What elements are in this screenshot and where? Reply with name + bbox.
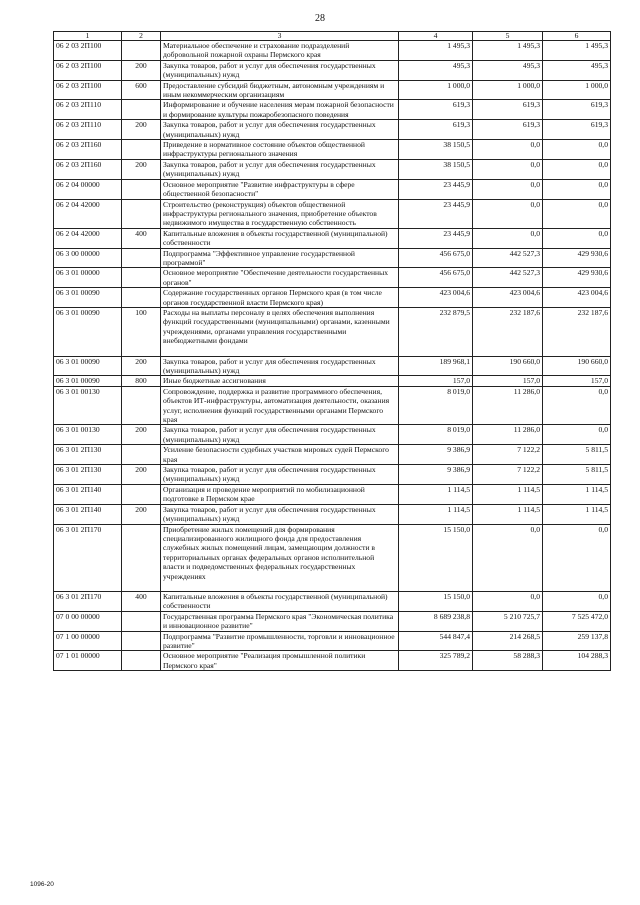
cell-value-1: 23 445,9: [399, 228, 473, 248]
cell-expense-type: 800: [122, 376, 161, 386]
table-row: [54, 120, 611, 140]
cell-expense-type: 400: [122, 228, 161, 248]
cell-value-2: 7 122,2: [473, 445, 543, 465]
table-row: [54, 80, 611, 100]
cell-value-1: 1 000,0: [399, 80, 473, 100]
cell-expense-type: 200: [122, 465, 161, 485]
cell-value-3: 1 114,5: [543, 504, 611, 524]
cell-target-code: 06 2 03 2П160: [54, 140, 122, 160]
cell-target-code: 06 3 01 2П140: [54, 504, 122, 524]
cell-value-3: 104 288,3: [543, 651, 611, 671]
cell-value-2: 0,0: [473, 159, 543, 179]
column-header-value-3: 6: [543, 32, 611, 41]
cell-target-code: 06 3 01 2П130: [54, 465, 122, 485]
cell-value-3: 495,3: [543, 60, 611, 80]
cell-name: Материальное обеспечение и страхование подразделений добровольной пожарной охраны Пермского края: [161, 41, 399, 61]
cell-value-3: 619,3: [543, 120, 611, 140]
cell-value-2: 423 004,6: [473, 288, 543, 308]
cell-value-2: 1 114,5: [473, 484, 543, 504]
cell-expense-type: [122, 611, 161, 631]
cell-expense-type: 200: [122, 356, 161, 376]
cell-target-code: 06 2 04 00000: [54, 179, 122, 199]
cell-expense-type: [122, 268, 161, 288]
cell-name: Усиление безопасности судебных участков мировых судей Пермского края: [161, 445, 399, 465]
table-row: [54, 484, 611, 504]
cell-target-code: 06 3 01 00090: [54, 307, 122, 356]
table-row: [54, 445, 611, 465]
cell-value-2: 442 527,3: [473, 248, 543, 268]
cell-value-1: 38 150,5: [399, 140, 473, 160]
cell-value-2: 11 286,0: [473, 425, 543, 445]
cell-value-3: 0,0: [543, 179, 611, 199]
cell-target-code: 06 3 01 00090: [54, 356, 122, 376]
cell-name: Закупка товаров, работ и услуг для обеспечения государственных (муниципальных) нужд: [161, 159, 399, 179]
cell-value-2: 11 286,0: [473, 386, 543, 425]
table-row: [54, 288, 611, 308]
cell-value-1: 189 968,1: [399, 356, 473, 376]
cell-expense-type: [122, 386, 161, 425]
cell-name: Подпрограмма "Эффективное управление государственной программой": [161, 248, 399, 268]
cell-value-2: 0,0: [473, 228, 543, 248]
cell-value-3: 232 187,6: [543, 307, 611, 356]
cell-value-2: 7 122,2: [473, 465, 543, 485]
cell-value-1: 157,0: [399, 376, 473, 386]
cell-target-code: 06 2 03 2П100: [54, 60, 122, 80]
cell-name: Закупка товаров, работ и услуг для обеспечения государственных (муниципальных) нужд: [161, 425, 399, 445]
cell-target-code: 07 1 01 00000: [54, 651, 122, 671]
cell-value-1: 619,3: [399, 120, 473, 140]
cell-value-2: 495,3: [473, 60, 543, 80]
cell-value-2: 190 660,0: [473, 356, 543, 376]
cell-target-code: 06 2 04 42000: [54, 199, 122, 228]
cell-name: Организация и проведение мероприятий по мобилизационной подготовке в Пермском крае: [161, 484, 399, 504]
cell-target-code: 06 3 01 00000: [54, 268, 122, 288]
cell-value-2: 442 527,3: [473, 268, 543, 288]
table-row: [54, 179, 611, 199]
cell-expense-type: [122, 631, 161, 651]
cell-target-code: 06 3 01 00090: [54, 376, 122, 386]
cell-expense-type: [122, 248, 161, 268]
table-row: [54, 425, 611, 445]
cell-value-2: 1 000,0: [473, 80, 543, 100]
table-row: [54, 268, 611, 288]
table-row: [54, 41, 611, 61]
cell-value-1: 15 150,0: [399, 524, 473, 591]
cell-value-2: 619,3: [473, 120, 543, 140]
column-header-type: 2: [122, 32, 161, 41]
table-row: [54, 524, 611, 591]
cell-value-2: 0,0: [473, 199, 543, 228]
cell-value-3: 423 004,6: [543, 288, 611, 308]
cell-value-3: 0,0: [543, 591, 611, 611]
table-row: [54, 60, 611, 80]
cell-value-2: 58 288,3: [473, 651, 543, 671]
cell-expense-type: [122, 41, 161, 61]
cell-value-1: 495,3: [399, 60, 473, 80]
cell-name: Расходы на выплаты персоналу в целях обеспечения выполнения функций государственными (муниципальными) органами, казенными учреждениями, органами управления государственными внебюджетными фондами: [161, 307, 399, 356]
cell-expense-type: [122, 651, 161, 671]
table-row: [54, 100, 611, 120]
cell-name: Строительство (реконструкция) объектов общественной инфраструктуры регионального значения, приобретение объектов недвижимого имущества в государственную собственность: [161, 199, 399, 228]
cell-expense-type: 200: [122, 159, 161, 179]
cell-name: Капитальные вложения в объекты государственной (муниципальной) собственности: [161, 228, 399, 248]
cell-value-2: 0,0: [473, 591, 543, 611]
cell-value-1: 8 019,0: [399, 425, 473, 445]
cell-expense-type: 200: [122, 60, 161, 80]
cell-name: Сопровождение, поддержка и развитие программного обеспечения, объектов ИТ-инфраструктуры, автоматизация деятельности, оказания услуг, исполнения функций государственными органами Пермского края: [161, 386, 399, 425]
table-row: [54, 386, 611, 425]
cell-value-1: 325 789,2: [399, 651, 473, 671]
cell-target-code: 06 3 00 00000: [54, 248, 122, 268]
cell-target-code: 06 2 03 2П110: [54, 120, 122, 140]
table-row: [54, 199, 611, 228]
cell-target-code: 06 2 03 2П100: [54, 41, 122, 61]
column-header-code: 1: [54, 32, 122, 41]
cell-value-3: 1 495,3: [543, 41, 611, 61]
cell-value-2: 0,0: [473, 179, 543, 199]
cell-expense-type: 200: [122, 120, 161, 140]
cell-name: Основное мероприятие "Реализация промышленной политики Пермского края": [161, 651, 399, 671]
cell-name: Приобретение жилых помещений для формирования специализированного жилищного фонда для предоставления служебных жилых помещений лицам, замещающим должности в территориальных органах федеральных органов исполнительной власти и подведомственных федеральных государственных учреждениях: [161, 524, 399, 591]
cell-value-3: 1 000,0: [543, 80, 611, 100]
cell-value-1: 15 150,0: [399, 591, 473, 611]
cell-value-1: 8 689 238,8: [399, 611, 473, 631]
cell-value-3: 429 930,6: [543, 268, 611, 288]
column-header-value-2: 5: [473, 32, 543, 41]
cell-value-1: 423 004,6: [399, 288, 473, 308]
cell-value-1: 9 386,9: [399, 465, 473, 485]
cell-target-code: 06 3 01 2П170: [54, 524, 122, 591]
table-row: [54, 651, 611, 671]
cell-value-1: 232 879,5: [399, 307, 473, 356]
cell-name: Подпрограмма "Развитие промышленности, торговли и инновационное развитие": [161, 631, 399, 651]
cell-value-3: 0,0: [543, 199, 611, 228]
cell-value-3: 1 114,5: [543, 484, 611, 504]
cell-target-code: 06 2 03 2П100: [54, 80, 122, 100]
cell-value-3: 429 930,6: [543, 248, 611, 268]
cell-name: Информирование и обучение населения мерам пожарной безопасности и формирование культуры пожаробезопасного поведения: [161, 100, 399, 120]
cell-value-3: 619,3: [543, 100, 611, 120]
table-row: [54, 356, 611, 376]
cell-value-3: 0,0: [543, 386, 611, 425]
cell-name: Капитальные вложения в объекты государственной (муниципальной) собственности: [161, 591, 399, 611]
cell-value-2: 619,3: [473, 100, 543, 120]
table-row: [54, 248, 611, 268]
cell-value-1: 544 847,4: [399, 631, 473, 651]
table-body: [54, 41, 611, 671]
cell-target-code: 06 2 03 2П160: [54, 159, 122, 179]
column-header-value-1: 4: [399, 32, 473, 41]
cell-name: Закупка товаров, работ и услуг для обеспечения государственных (муниципальных) нужд: [161, 465, 399, 485]
table-row: [54, 591, 611, 611]
cell-name: Содержание государственных органов Пермского края (в том числе органов государственной власти Пермского края): [161, 288, 399, 308]
cell-target-code: 06 3 01 00130: [54, 425, 122, 445]
cell-value-3: 0,0: [543, 425, 611, 445]
cell-name: Закупка товаров, работ и услуг для обеспечения государственных (муниципальных) нужд: [161, 120, 399, 140]
cell-expense-type: [122, 140, 161, 160]
cell-expense-type: 400: [122, 591, 161, 611]
table-row: [54, 376, 611, 386]
cell-target-code: 06 3 01 2П170: [54, 591, 122, 611]
cell-value-1: 619,3: [399, 100, 473, 120]
cell-target-code: 07 1 00 00000: [54, 631, 122, 651]
cell-value-2: 0,0: [473, 524, 543, 591]
cell-expense-type: [122, 199, 161, 228]
cell-target-code: 06 3 01 2П140: [54, 484, 122, 504]
table-row: [54, 504, 611, 524]
table-header-row: [54, 32, 611, 41]
cell-value-3: 0,0: [543, 159, 611, 179]
cell-expense-type: [122, 445, 161, 465]
budget-table: [53, 31, 611, 671]
cell-value-1: 23 445,9: [399, 199, 473, 228]
cell-value-2: 214 268,5: [473, 631, 543, 651]
footer-code: 1096-20: [30, 881, 54, 888]
cell-name: Иные бюджетные ассигнования: [161, 376, 399, 386]
cell-value-3: 5 811,5: [543, 465, 611, 485]
cell-name: Закупка товаров, работ и услуг для обеспечения государственных (муниципальных) нужд: [161, 504, 399, 524]
cell-target-code: 06 2 03 2П110: [54, 100, 122, 120]
table-row: [54, 228, 611, 248]
column-header-name: 3: [161, 32, 399, 41]
cell-value-1: 23 445,9: [399, 179, 473, 199]
table-row: [54, 159, 611, 179]
table-row: [54, 631, 611, 651]
cell-value-2: 1 114,5: [473, 504, 543, 524]
page-number: 28: [315, 13, 325, 24]
cell-value-2: 157,0: [473, 376, 543, 386]
cell-value-3: 7 525 472,0: [543, 611, 611, 631]
cell-expense-type: [122, 288, 161, 308]
cell-expense-type: 200: [122, 425, 161, 445]
cell-name: Основное мероприятие "Обеспечение деятельности государственных органов": [161, 268, 399, 288]
cell-value-1: 1 495,3: [399, 41, 473, 61]
cell-value-3: 0,0: [543, 140, 611, 160]
cell-expense-type: [122, 179, 161, 199]
cell-value-3: 0,0: [543, 524, 611, 591]
cell-target-code: 07 0 00 00000: [54, 611, 122, 631]
cell-expense-type: 200: [122, 504, 161, 524]
cell-value-1: 1 114,5: [399, 484, 473, 504]
cell-value-3: 259 137,8: [543, 631, 611, 651]
cell-target-code: 06 3 01 2П130: [54, 445, 122, 465]
cell-target-code: 06 3 01 00090: [54, 288, 122, 308]
cell-expense-type: 100: [122, 307, 161, 356]
cell-value-1: 8 019,0: [399, 386, 473, 425]
table-row: [54, 307, 611, 356]
cell-expense-type: [122, 100, 161, 120]
cell-value-1: 456 675,0: [399, 248, 473, 268]
cell-value-2: 232 187,6: [473, 307, 543, 356]
cell-value-1: 456 675,0: [399, 268, 473, 288]
cell-value-3: 0,0: [543, 228, 611, 248]
cell-value-3: 190 660,0: [543, 356, 611, 376]
cell-value-3: 5 811,5: [543, 445, 611, 465]
cell-value-1: 1 114,5: [399, 504, 473, 524]
cell-expense-type: [122, 524, 161, 591]
table-row: [54, 140, 611, 160]
cell-value-1: 38 150,5: [399, 159, 473, 179]
cell-target-code: 06 2 04 42000: [54, 228, 122, 248]
cell-expense-type: [122, 484, 161, 504]
table-row: [54, 611, 611, 631]
cell-name: Закупка товаров, работ и услуг для обеспечения государственных (муниципальных) нужд: [161, 60, 399, 80]
cell-name: Закупка товаров, работ и услуг для обеспечения государственных (муниципальных) нужд: [161, 356, 399, 376]
cell-target-code: 06 3 01 00130: [54, 386, 122, 425]
table-row: [54, 465, 611, 485]
cell-value-3: 157,0: [543, 376, 611, 386]
cell-name: Основное мероприятие "Развитие инфраструктуры в сфере общественной безопасности": [161, 179, 399, 199]
cell-value-2: 0,0: [473, 140, 543, 160]
cell-name: Приведение в нормативное состояние объектов общественной инфраструктуры регионального значения: [161, 140, 399, 160]
cell-expense-type: 600: [122, 80, 161, 100]
cell-name: Предоставление субсидий бюджетным, автономным учреждениям и иным некоммерческим организациям: [161, 80, 399, 100]
cell-name: Государственная программа Пермского края "Экономическая политика и инновационное развитие": [161, 611, 399, 631]
cell-value-2: 1 495,3: [473, 41, 543, 61]
cell-value-1: 9 386,9: [399, 445, 473, 465]
cell-value-2: 5 210 725,7: [473, 611, 543, 631]
